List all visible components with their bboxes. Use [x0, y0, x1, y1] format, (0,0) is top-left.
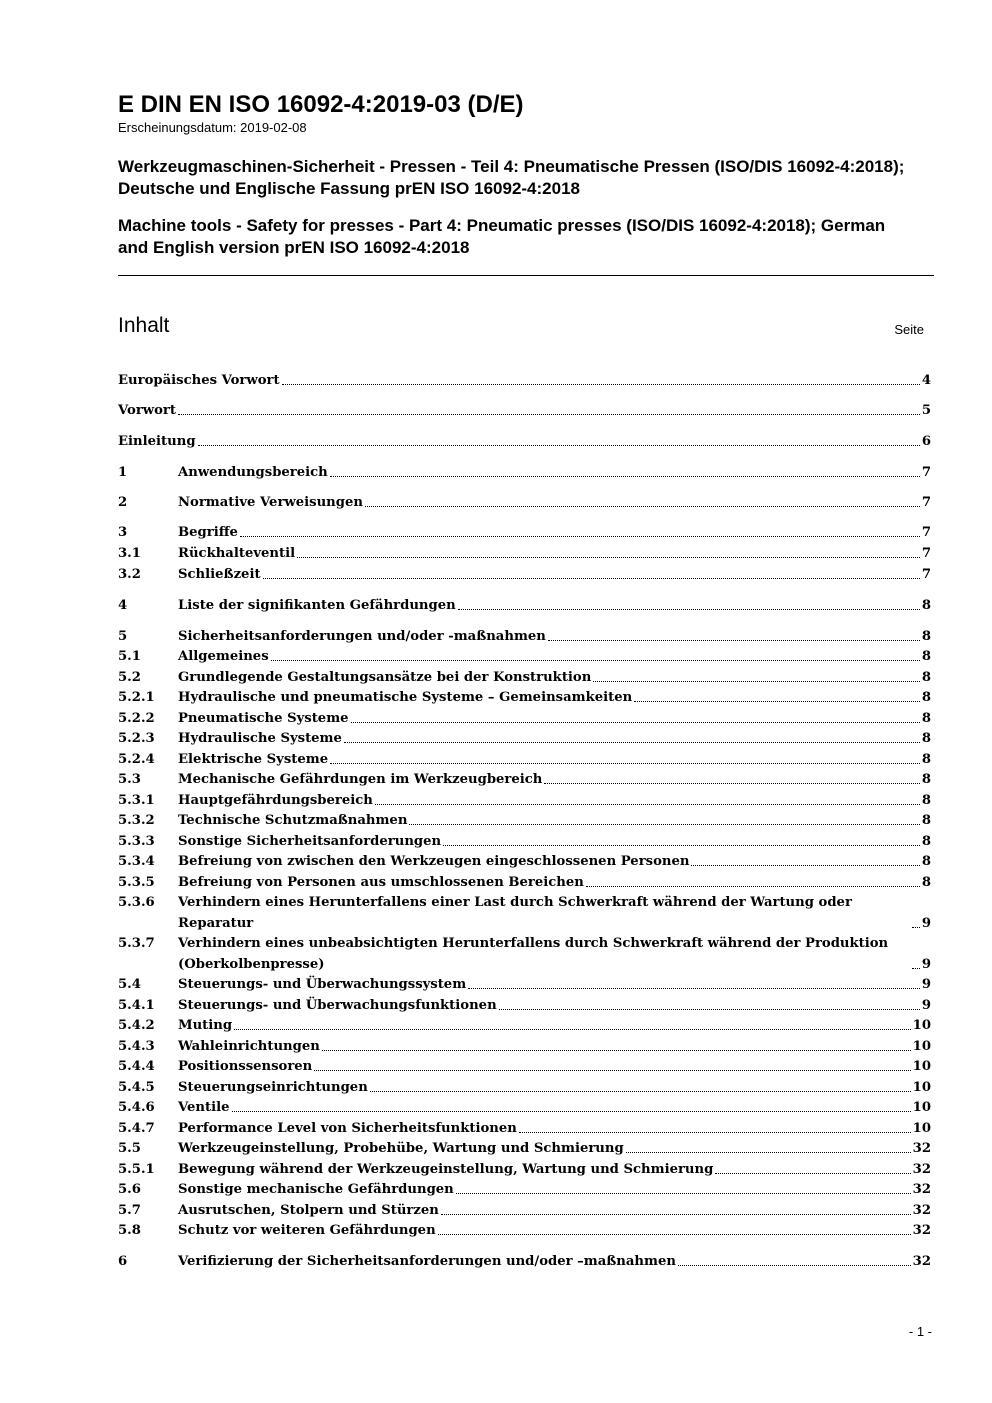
toc-entry-page: 32 — [912, 1203, 931, 1218]
toc-entry-title: Hauptgefährdungsbereich — [178, 793, 373, 808]
toc-entry-number: 5.1 — [118, 649, 141, 664]
toc-entry-title: Ausrutschen, Stolpern und Stürzen — [178, 1203, 439, 1218]
toc-entry-page: 8 — [921, 772, 931, 787]
toc-entry-number: 4 — [118, 598, 128, 613]
toc-entry-number: 5.3.3 — [118, 834, 155, 849]
toc-dot-leader — [715, 1173, 910, 1174]
toc-dot-leader — [297, 557, 920, 558]
title-english: Machine tools - Safety for presses - Part 4: Pneumatic presses (ISO/DIS 16092-4:2018); German and English version prEN ISO 16092-4:2018 — [118, 216, 886, 257]
toc-entry-page: 7 — [921, 525, 931, 540]
toc-dot-leader — [912, 927, 920, 928]
toc-entry-number: 5.6 — [118, 1182, 141, 1197]
toc-dot-leader — [691, 865, 919, 866]
toc-entry-page: 8 — [921, 690, 931, 705]
toc-dot-leader — [678, 1265, 911, 1266]
toc-dot-leader — [375, 804, 920, 805]
toc-dot-leader — [234, 1029, 911, 1030]
toc-entry-page: 8 — [921, 711, 931, 726]
toc-entry-page: 8 — [921, 813, 931, 828]
toc-entry-title: Hydraulische Systeme — [178, 731, 342, 746]
toc-dot-leader — [499, 1009, 920, 1010]
toc-entry-page: 8 — [921, 752, 931, 767]
toc-entry-title: Positionssensoren — [178, 1059, 313, 1074]
toc-entry-number: 5.2.3 — [118, 731, 155, 746]
toc-entry-number: 5.4.2 — [118, 1018, 155, 1033]
toc-entry-page: 10 — [912, 1080, 931, 1095]
toc-entry-number: 1 — [118, 465, 128, 480]
toc-entry-title: Sicherheitsanforderungen und/oder -maßnahmen — [178, 629, 546, 644]
toc-dot-leader — [322, 1050, 911, 1051]
publication-date: Erscheinungsdatum: 2019-02-08 — [118, 120, 307, 135]
toc-entry-number: 5.2.4 — [118, 752, 155, 767]
toc-entry-number: 5.8 — [118, 1223, 141, 1238]
toc-entry-page: 32 — [912, 1254, 931, 1269]
toc-dot-leader — [232, 1111, 911, 1112]
toc-entry-number: 5.4.1 — [118, 998, 155, 1013]
toc-entry-page: 8 — [921, 629, 931, 644]
toc-entry-title: Einleitung — [118, 434, 196, 449]
toc-entry-title: Mechanische Gefährdungen im Werkzeugbereich — [178, 772, 543, 787]
toc-entry-page: 6 — [921, 434, 931, 449]
toc-entry-number: 5.3.1 — [118, 793, 155, 808]
toc-entry-number: 5 — [118, 629, 128, 644]
toc-dot-leader — [370, 1091, 911, 1092]
toc-entry-number: 5.3 — [118, 772, 141, 787]
toc-page-column-label: Seite — [894, 322, 924, 337]
toc-entry-number: 5.4.3 — [118, 1039, 155, 1054]
toc-entry-title: Steuerungs- und Überwachungsfunktionen — [178, 998, 497, 1013]
toc-entry-page: 10 — [912, 1018, 931, 1033]
toc-dot-leader — [438, 1234, 911, 1235]
toc-entry-number: 3 — [118, 525, 128, 540]
toc-entry-number: 2 — [118, 495, 128, 510]
toc-entry-number: 6 — [118, 1254, 128, 1269]
toc-entry-title: Anwendungsbereich — [178, 465, 328, 480]
toc-dot-leader — [626, 1152, 911, 1153]
toc-dot-leader — [198, 445, 920, 446]
toc-entry-page: 8 — [921, 834, 931, 849]
toc-dot-leader — [314, 1070, 910, 1071]
toc-entry-page: 32 — [912, 1141, 931, 1156]
toc-entry-title: Schutz vor weiteren Gefährdungen — [178, 1223, 436, 1238]
toc-entry-number: 3.1 — [118, 546, 141, 561]
toc-entry-number: 5.2 — [118, 670, 141, 685]
toc-dot-leader — [330, 763, 920, 764]
toc-entry-title: Steuerungs- und Überwachungssystem — [178, 977, 467, 992]
toc-entry-page: 9 — [921, 998, 931, 1013]
toc-entry-page: 7 — [921, 465, 931, 480]
toc-entry-title: Bewegung während der Werkzeugeinstellung, Wartung und Schmierung — [178, 1162, 714, 1177]
document-id: E DIN EN ISO 16092-4:2019-03 (D/E) — [118, 91, 524, 118]
toc-dot-leader — [351, 722, 920, 723]
toc-dot-leader — [365, 506, 920, 507]
toc-dot-leader — [586, 886, 920, 887]
toc-entry-page: 10 — [912, 1039, 931, 1054]
toc-dot-leader — [912, 968, 920, 969]
toc-entry-page: 10 — [912, 1059, 931, 1074]
toc-entry-title: Europäisches Vorwort — [118, 373, 280, 388]
toc-entry-title: Muting — [178, 1018, 233, 1033]
toc-entry-number: 5.3.2 — [118, 813, 155, 828]
toc-entry-title: Werkzeugeinstellung, Probehübe, Wartung und Schmierung — [178, 1141, 624, 1156]
toc-entry-page: 8 — [921, 670, 931, 685]
toc-dot-leader — [634, 701, 920, 702]
title-german: Werkzeugmaschinen-Sicherheit - Pressen - Teil 4: Pneumatische Pressen (ISO/DIS 16092-4:2018); Deutsche und Englische Fassung prEN ISO 16092-4:2018 — [118, 157, 905, 198]
toc-entry-number: 5.7 — [118, 1203, 141, 1218]
toc-entry-title: Steuerungseinrichtungen — [178, 1080, 368, 1095]
toc-entry-title: Befreiung von Personen aus umschlossenen Bereichen — [178, 875, 584, 890]
toc-entry-page: 10 — [912, 1121, 931, 1136]
toc-entry-title: Pneumatische Systeme — [178, 711, 349, 726]
toc-entry-page: 8 — [921, 649, 931, 664]
toc-entry-number: 5.5 — [118, 1141, 141, 1156]
toc-entry-page: 7 — [921, 567, 931, 582]
toc-dot-leader — [456, 1193, 911, 1194]
toc-dot-leader — [330, 476, 920, 477]
toc-dot-leader — [282, 384, 920, 385]
toc-entry-page: 8 — [921, 793, 931, 808]
toc-dot-leader — [544, 783, 919, 784]
toc-entry-page: 4 — [921, 373, 931, 388]
toc-entry-title: Sonstige mechanische Gefährdungen — [178, 1182, 454, 1197]
toc-dot-leader — [519, 1132, 911, 1133]
toc-entry-number: 5.3.4 — [118, 854, 155, 869]
toc-entry-title: Elektrische Systeme — [178, 752, 329, 767]
toc-dot-leader — [468, 988, 920, 989]
toc-dot-leader — [548, 640, 920, 641]
toc-entry-page: 8 — [921, 854, 931, 869]
toc-entry-number: 5.4.4 — [118, 1059, 155, 1074]
toc-dot-leader — [409, 824, 919, 825]
toc-entry-title: Verhindern eines unbeabsichtigten Herunterfallens durch Schwerkraft während der Produktion (Oberkolbenpresse) — [178, 936, 889, 972]
toc-entry-page: 7 — [921, 546, 931, 561]
toc-entry-page: 32 — [912, 1162, 931, 1177]
toc-entry-title: Ventile — [178, 1100, 230, 1115]
toc-entry-page: 8 — [921, 598, 931, 613]
toc-entry-number: 5.4 — [118, 977, 141, 992]
toc-dot-leader — [441, 1214, 911, 1215]
toc-entry-title: Wahleinrichtungen — [178, 1039, 320, 1054]
toc-entry-page: 32 — [912, 1182, 931, 1197]
toc-dot-leader — [271, 660, 920, 661]
toc-entry-page: 5 — [921, 403, 931, 418]
toc-dot-leader — [240, 536, 920, 537]
toc-entry-page: 9 — [921, 977, 931, 992]
table-of-contents — [118, 0, 931, 1403]
toc-dot-leader — [443, 845, 920, 846]
toc-dot-leader — [593, 681, 920, 682]
toc-entry-title: Sonstige Sicherheitsanforderungen — [178, 834, 442, 849]
toc-entry-title: Technische Schutzmaßnahmen — [178, 813, 408, 828]
toc-entry-number: 3.2 — [118, 567, 141, 582]
toc-entry-number: 5.3.5 — [118, 875, 155, 890]
toc-entry-page: 8 — [921, 731, 931, 746]
toc-entry-number: 5.3.6 — [118, 895, 155, 910]
toc-entry-title: Hydraulische und pneumatische Systeme – Gemeinsamkeiten — [178, 690, 633, 705]
toc-entry-number: 5.4.6 — [118, 1100, 155, 1115]
toc-entry-page: 10 — [912, 1100, 931, 1115]
toc-entry-title: Begriffe — [178, 525, 238, 540]
toc-dot-leader — [178, 414, 920, 415]
toc-entry-title: Normative Verweisungen — [178, 495, 363, 510]
toc-entry-title: Grundlegende Gestaltungsansätze bei der Konstruktion — [178, 670, 592, 685]
toc-entry-number: 5.2.2 — [118, 711, 155, 726]
toc-entry-title: Vorwort — [118, 403, 176, 418]
toc-entry-page: 9 — [921, 957, 931, 972]
toc-entry-page: 9 — [921, 916, 931, 931]
toc-entry-title: Schließzeit — [178, 567, 261, 582]
toc-entry-title: Verhindern eines Herunterfallens einer Last durch Schwerkraft während der Wartung oder Reparatur — [178, 895, 852, 931]
toc-entry-page: 32 — [912, 1223, 931, 1238]
toc-entry-number: 5.4.5 — [118, 1080, 155, 1095]
toc-entry-number: 5.3.7 — [118, 936, 155, 951]
toc-dot-leader — [344, 742, 920, 743]
toc-heading: Inhalt — [118, 314, 170, 337]
toc-dot-leader — [263, 578, 920, 579]
toc-dot-leader — [458, 609, 920, 610]
toc-entry-page: 8 — [921, 875, 931, 890]
toc-entry-title: Verifizierung der Sicherheitsanforderungen und/oder –maßnahmen — [178, 1254, 676, 1269]
toc-entry-number: 5.4.7 — [118, 1121, 155, 1136]
page-number: - 1 - — [908, 1324, 932, 1339]
toc-entry-title: Liste der signifikanten Gefährdungen — [178, 598, 456, 613]
toc-entry-title: Performance Level von Sicherheitsfunktionen — [178, 1121, 517, 1136]
toc-entry-title: Allgemeines — [178, 649, 269, 664]
toc-entry-title: Rückhalteventil — [178, 546, 296, 561]
toc-entry-number: 5.2.1 — [118, 690, 155, 705]
toc-entry-number: 5.5.1 — [118, 1162, 155, 1177]
toc-entry-title: Befreiung von zwischen den Werkzeugen eingeschlossenen Personen — [178, 854, 690, 869]
toc-entry-page: 7 — [921, 495, 931, 510]
